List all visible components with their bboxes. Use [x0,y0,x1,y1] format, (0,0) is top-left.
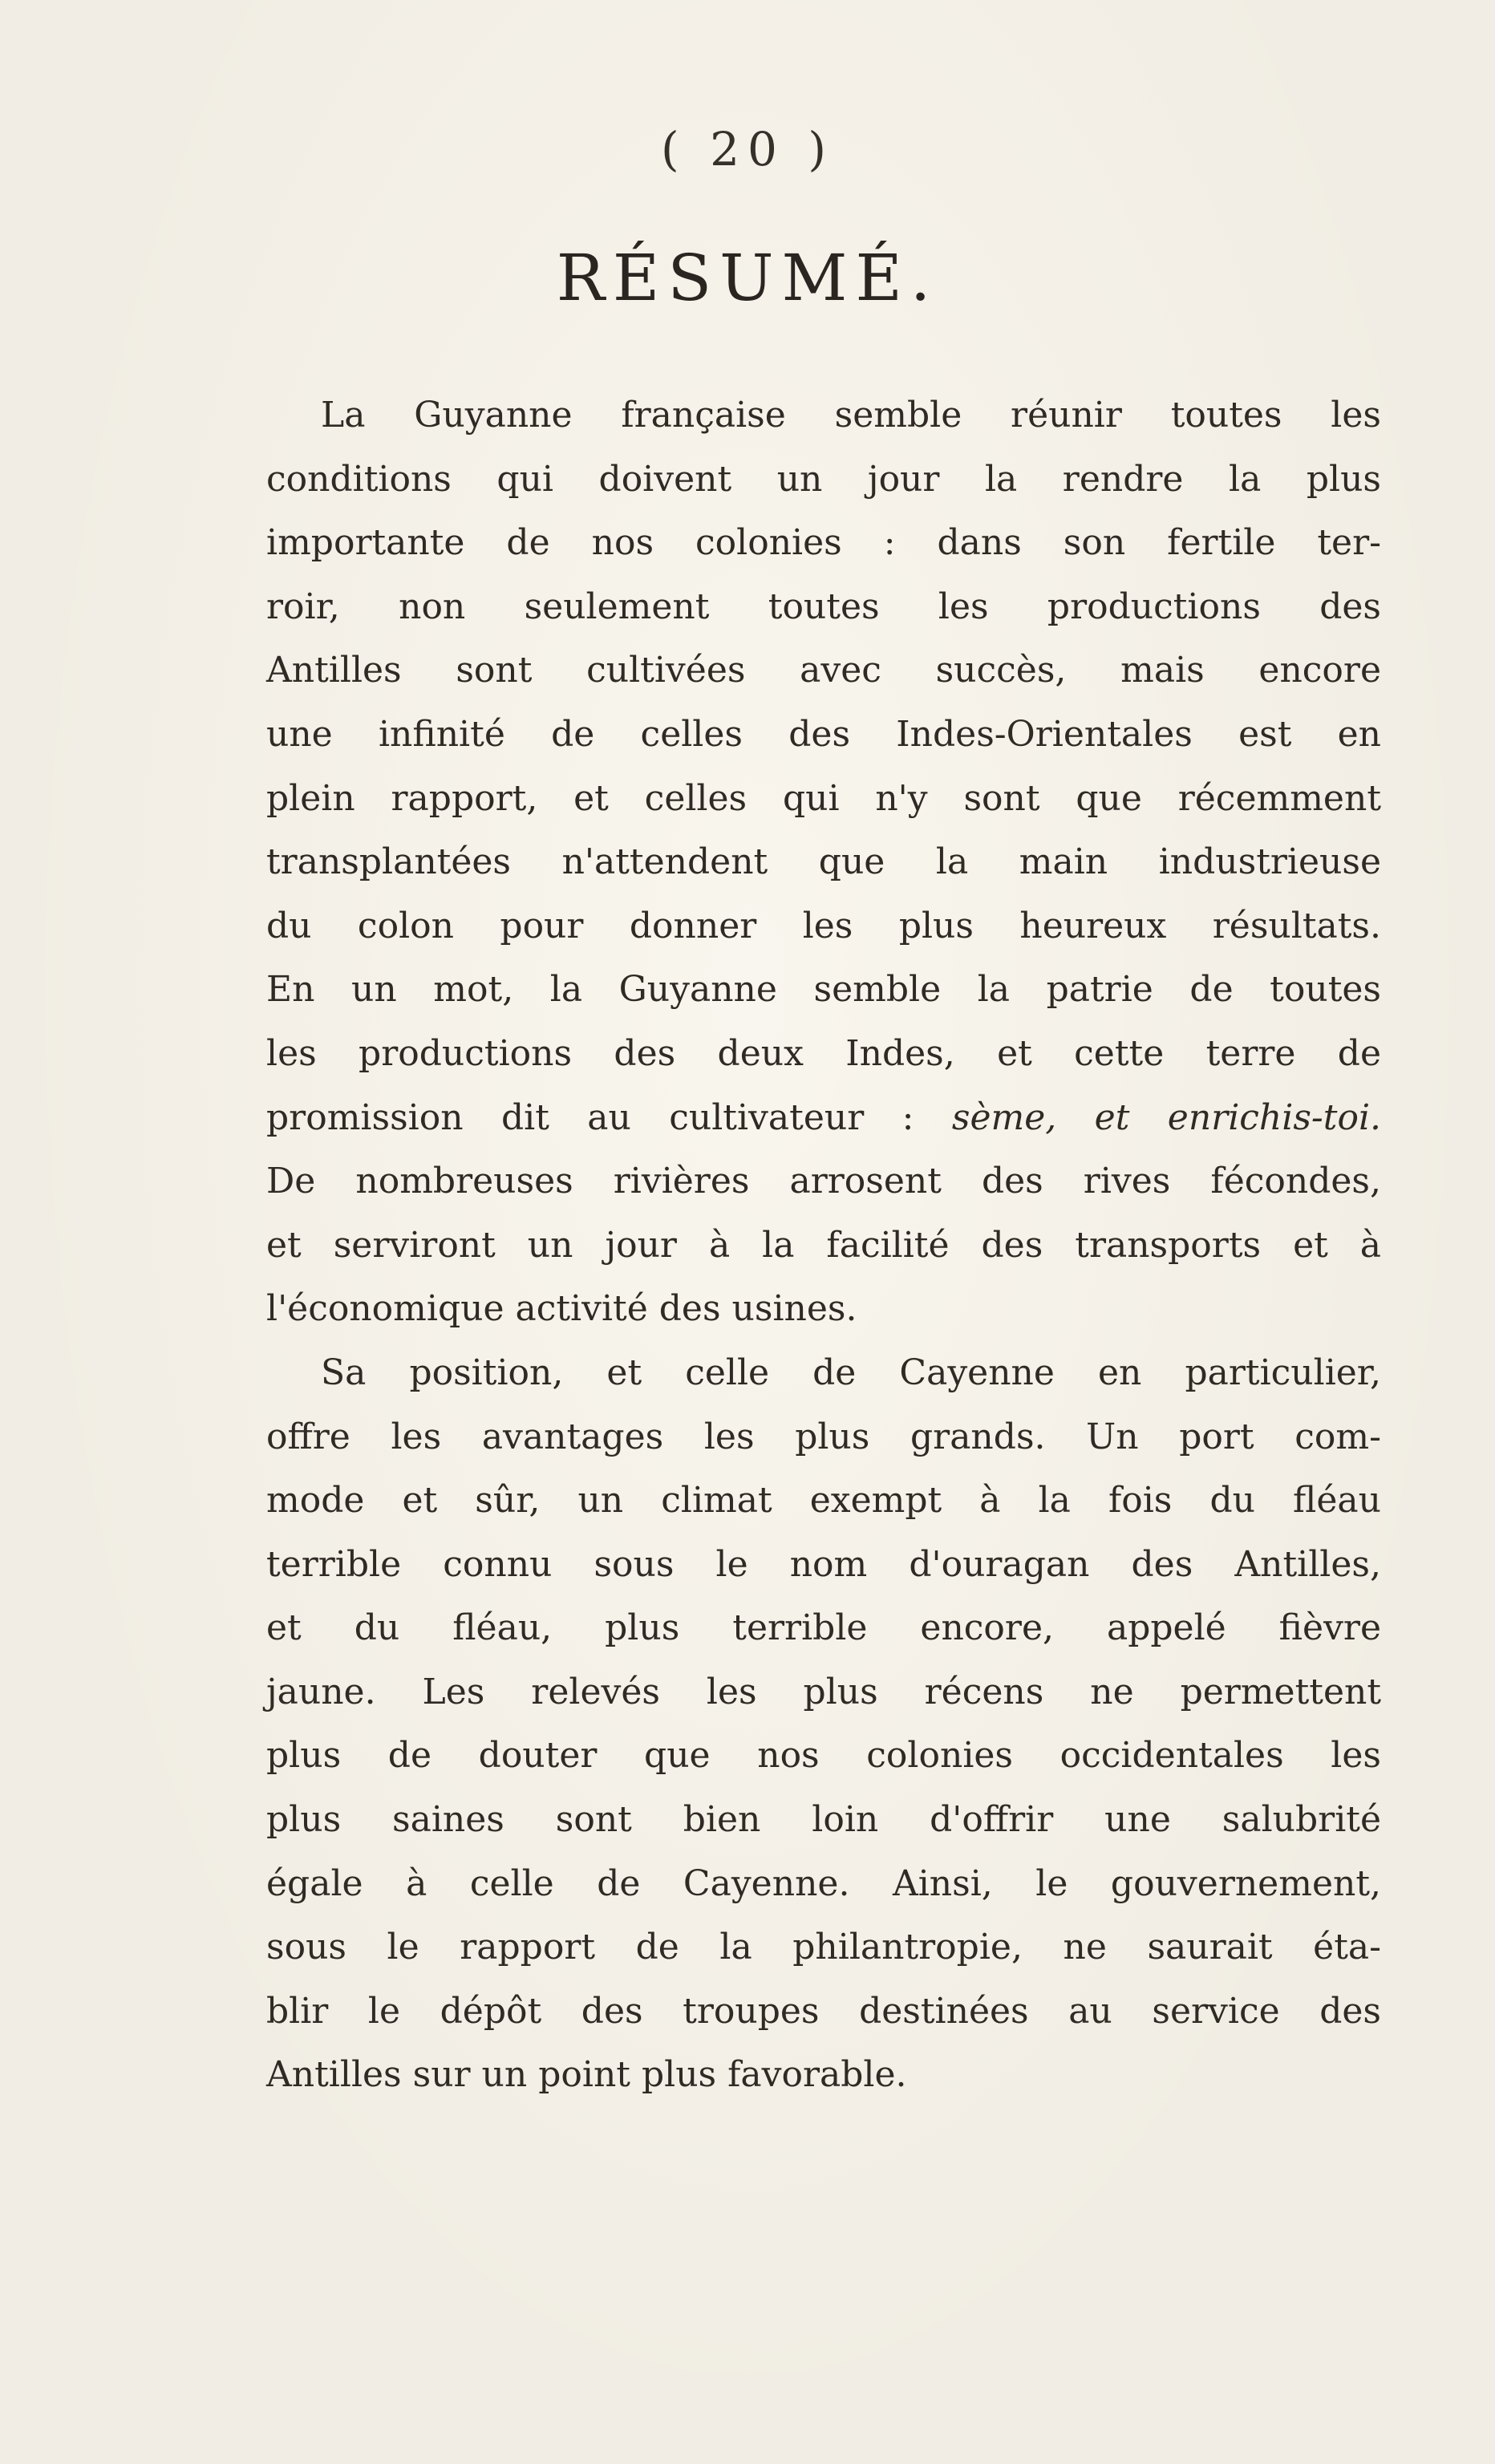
text-line: Antilles sont cultivées avec succès, mais encore [266,650,1381,691]
text-line: importante de nos colonies : dans son fertile ter- [266,522,1381,564]
body-text [266,383,1381,2107]
text-line: plein rapport, et celles qui n'y sont que récemment [266,777,1381,819]
text-line: La Guyanne française semble réunir toutes les [321,395,1381,436]
text-line: l'économique activité des usines. [266,1288,857,1330]
text-line: roir, non seulement toutes les productions des [266,586,1381,627]
text-line: plus de douter que nos colonies occidentales les [266,1735,1381,1777]
text-line: De nombreuses rivières arrosent des rives fécondes, [266,1161,1381,1202]
italic-quote: sème, et enrichis-toi. [951,1096,1382,1138]
text-line: blir le dépôt des troupes destinées au service des [266,1990,1381,2032]
text-line: et du fléau, plus terrible encore, appelé fièvre [266,1607,1381,1649]
page-title: RÉSUMÉ. [556,241,939,315]
paragraph-1 [266,383,1381,1341]
text-line: mode et sûr, un climat exempt à la fois du fléau [266,1480,1381,1522]
text-line: les productions des deux Indes, et cette terre de [266,1032,1381,1074]
text-line-with-italic [266,1086,1381,1150]
text-line: une infinité de celles des Indes-Orientales est en [266,713,1381,755]
text-line: Antilles sur un point plus favorable. [266,2054,907,2096]
text-line: transplantées n'attendent que la main industrieuse [266,841,1381,883]
text-line: égale à celle de Cayenne. Ainsi, le gouvernement, [266,1862,1381,1904]
paragraph-2 [266,1341,1381,2107]
text-line: Sa position, et celle de Cayenne en particulier, [321,1352,1381,1393]
text-line: jaune. Les relevés les plus récens ne permettent [266,1671,1381,1712]
text-line: conditions qui doivent un jour la rendre la plus [266,458,1381,500]
text-line: terrible connu sous le nom d'ouragan des Antilles, [266,1543,1381,1585]
text-segment: promission dit au cultivateur : [266,1096,952,1138]
text-line: du colon pour donner les plus heureux résultats. [266,905,1381,946]
text-line: En un mot, la Guyanne semble la patrie de toutes [266,969,1381,1011]
text-line: plus saines sont bien loin d'offrir une salubrité [266,1799,1381,1841]
text-line: et serviront un jour à la facilité des transports et à [266,1224,1381,1266]
text-line: offre les avantages les plus grands. Un port com- [266,1416,1381,1457]
page-number: ( 20 ) [661,122,834,176]
text-line: sous le rapport de la philantropie, ne saurait éta- [266,1927,1381,1968]
